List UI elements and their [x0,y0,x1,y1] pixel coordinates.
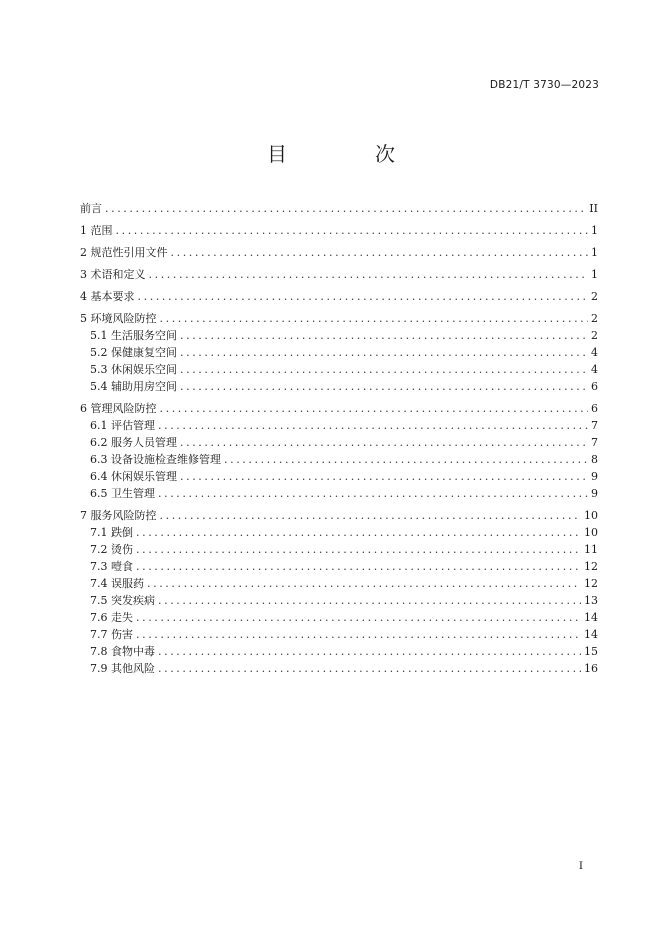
toc-leader-dots [136,626,581,643]
toc-entry-label: 6.5 卫生管理 [90,487,155,500]
toc-entry-label: 6.2 服务人员管理 [90,436,177,449]
toc-entry-page: 4 [591,363,598,376]
toc-entry[interactable] [80,592,598,609]
toc-leader-dots [136,609,581,626]
toc-entry-page: 9 [591,470,598,483]
toc-leader-dots [149,266,589,283]
toc-entry-page: 12 [584,560,598,573]
toc-entry[interactable] [80,451,598,468]
toc-entry-label: 6.1 评估管理 [90,419,155,432]
toc-entry-label: 7.3 噎食 [90,560,133,573]
document-code: DB21/T 3730—2023 [489,79,599,91]
table-of-contents [80,200,598,677]
toc-entry[interactable] [80,310,598,327]
toc-leader-dots [136,524,581,541]
toc-entry-page: 9 [591,487,598,500]
toc-entry[interactable] [80,660,598,677]
toc-entry-label: 7.5 突发疾病 [90,594,155,607]
toc-entry[interactable] [80,558,598,575]
toc-entry-page: 14 [584,628,598,641]
toc-entry[interactable] [80,609,598,626]
toc-entry-label: 5.3 休闲娱乐空间 [90,363,177,376]
toc-entry-page: 14 [584,611,598,624]
toc-entry-label: 5.1 生活服务空间 [90,329,177,342]
toc-leader-dots [158,417,588,434]
toc-entry-page: 2 [591,290,598,303]
toc-leader-dots [116,222,589,239]
toc-entry-label: 7.4 误服药 [90,577,144,590]
toc-entry[interactable] [80,344,598,361]
toc-entry[interactable] [80,485,598,502]
toc-entry-label: 3 术语和定义 [80,268,146,281]
toc-entry[interactable] [80,200,598,217]
toc-entry-page: 11 [584,543,598,556]
toc-leader-dots [158,660,581,677]
toc-entry-page: II [589,202,598,215]
toc-entry[interactable] [80,378,598,395]
toc-entry-page: 12 [584,577,598,590]
toc-entry[interactable] [80,468,598,485]
toc-leader-dots [160,400,589,417]
toc-entry-page: 7 [591,436,598,449]
toc-leader-dots [105,200,586,217]
toc-entry[interactable] [80,626,598,643]
toc-entry[interactable] [80,361,598,378]
toc-leader-dots [224,451,588,468]
toc-leader-dots [136,558,581,575]
toc-entry[interactable] [80,541,598,558]
toc-entry-page: 8 [591,453,598,466]
toc-entry-page: 10 [584,509,598,522]
toc-entry[interactable] [80,524,598,541]
toc-entry-label: 4 基本要求 [80,290,135,303]
page-number: I [578,860,583,872]
toc-leader-dots [180,434,588,451]
toc-entry-page: 2 [591,312,598,325]
toc-leader-dots [180,327,588,344]
toc-entry-page: 1 [591,246,598,259]
toc-entry[interactable] [80,417,598,434]
toc-entry-label: 5.4 辅助用房空间 [90,380,177,393]
toc-entry[interactable] [80,643,598,660]
toc-entry[interactable] [80,244,598,261]
toc-leader-dots [158,485,588,502]
toc-leader-dots [171,244,589,261]
toc-entry-page: 6 [591,402,598,415]
toc-leader-dots [180,361,588,378]
toc-entry-label: 1 范围 [80,224,113,237]
toc-leader-dots [180,468,588,485]
toc-entry[interactable] [80,507,598,524]
toc-leader-dots [160,507,582,524]
toc-leader-dots [160,310,589,327]
toc-entry[interactable] [80,327,598,344]
toc-entry-label: 前言 [80,202,102,215]
toc-entry-label: 7.2 烫伤 [90,543,133,556]
toc-entry-page: 1 [591,268,598,281]
toc-entry-page: 4 [591,346,598,359]
toc-entry-label: 6.3 设备设施检查维修管理 [90,453,221,466]
toc-entry-label: 5 环境风险防控 [80,312,157,325]
toc-entry-page: 13 [584,594,598,607]
toc-entry-label: 7.1 跌倒 [90,526,133,539]
toc-entry-page: 10 [584,526,598,539]
toc-entry-page: 16 [584,662,598,675]
toc-entry-page: 7 [591,419,598,432]
toc-entry-label: 7 服务风险防控 [80,509,157,522]
toc-entry-label: 7.9 其他风险 [90,662,155,675]
toc-entry[interactable] [80,222,598,239]
toc-entry[interactable] [80,266,598,283]
toc-leader-dots [136,541,581,558]
toc-entry-label: 7.7 伤害 [90,628,133,641]
toc-entry-label: 7.6 走失 [90,611,133,624]
toc-leader-dots [138,288,589,305]
toc-leader-dots [180,344,588,361]
toc-entry-label: 6 管理风险防控 [80,402,157,415]
toc-leader-dots [147,575,581,592]
toc-leader-dots [158,592,581,609]
toc-entry-label: 5.2 保健康复空间 [90,346,177,359]
toc-entry[interactable] [80,434,598,451]
toc-entry-label: 7.8 食物中毒 [90,645,155,658]
toc-entry-page: 2 [591,329,598,342]
toc-entry-page: 15 [584,645,598,658]
toc-entry[interactable] [80,575,598,592]
toc-entry-label: 2 规范性引用文件 [80,246,168,259]
toc-leader-dots [158,643,581,660]
toc-leader-dots [180,378,588,395]
toc-entry-page: 1 [591,224,598,237]
toc-entry-label: 6.4 休闲娱乐管理 [90,470,177,483]
toc-entry[interactable] [80,400,598,417]
toc-entry-page: 6 [591,380,598,393]
toc-entry[interactable] [80,288,598,305]
page-title: 目 次 [267,142,429,166]
